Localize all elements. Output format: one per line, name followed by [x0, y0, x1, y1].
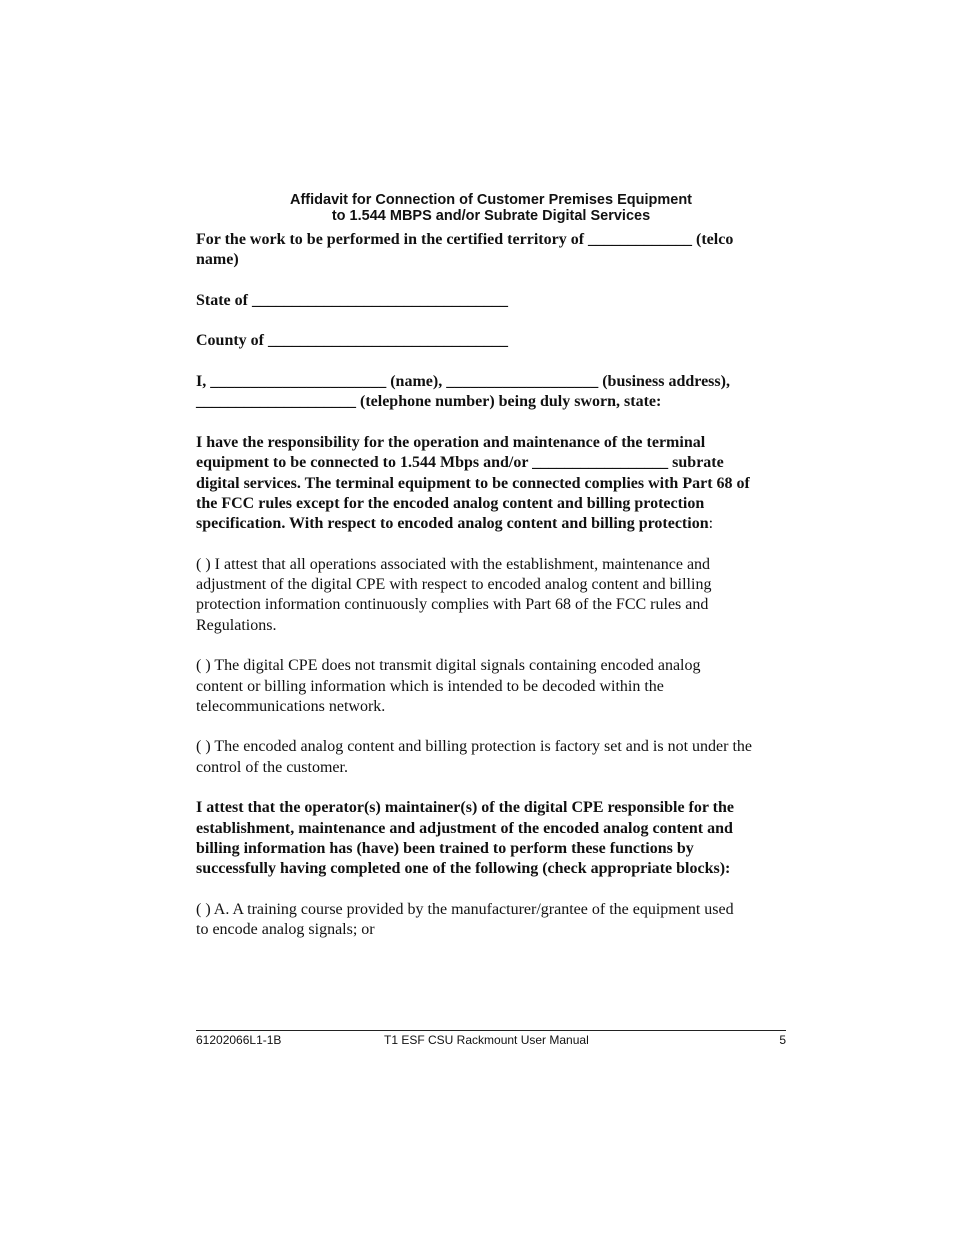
- footer-manual-title: T1 ESF CSU Rackmount User Manual: [384, 1033, 589, 1047]
- option-a-paragraph: ( ) A. A training course provided by the manufacturer/grantee of the equipment used to encode analog signals; or: [196, 900, 734, 939]
- affidavit-title: [196, 192, 786, 224]
- responsibility-text: I have the responsibility for the operation and maintenance of the terminal equipment to be connected to 1.544 Mbps and/or _________________ subrate digital services. The terminal equipment to be connected complies with Part 68 of the FCC rules except for the encoded analog content and billing protection specification. With respect to encoded analog content and billing protection: [196, 433, 750, 533]
- footer-document-number: 61202066L1-1B: [196, 1033, 282, 1047]
- training-attest-paragraph: I attest that the operator(s) maintainer(s) of the digital CPE responsible for the establishment, maintenance and adjustment of the encoded analog content and billing information has (have) been trained to perform these functions by successfully having completed one of the following (check appropriate blocks):: [196, 799, 735, 878]
- title-line-1: Affidavit for Connection of Customer Premises Equipment: [289, 192, 692, 208]
- territory-paragraph: For the work to be performed in the certified territory of _____________ (telco name): [196, 231, 734, 269]
- sworn-statement-paragraph: I, ______________________ (name), ___________________ (business address), ____________________ (telephone number) being duly sworn, state:: [196, 373, 730, 411]
- responsibility-paragraph: [196, 433, 796, 534]
- option-2-paragraph: ( ) The digital CPE does not transmit digital signals containing encoded analog content or billing information which is intended to be decoded within the telecommunications network.: [196, 657, 701, 715]
- county-field-line: County of ______________________________: [196, 332, 509, 350]
- responsibility-colon: :: [708, 515, 714, 533]
- state-field-line: State of ________________________________: [196, 291, 508, 309]
- footer-divider: [196, 1030, 786, 1031]
- option-3-paragraph: ( ) The encoded analog content and billing protection is factory set and is not under the control of the customer.: [196, 738, 752, 776]
- footer-page-number: 5: [779, 1033, 786, 1047]
- affidavit-body: [196, 230, 796, 961]
- title-line-2: to 1.544 MBPS and/or Subrate Digital Services: [331, 208, 651, 224]
- option-1-paragraph: ( ) I attest that all operations associated with the establishment, maintenance and adjustment of the digital CPE with respect to encoded analog content and billing protection information continuously complies with Part 68 of the FCC rules and Regulations.: [196, 555, 712, 634]
- page-footer: [196, 1033, 786, 1049]
